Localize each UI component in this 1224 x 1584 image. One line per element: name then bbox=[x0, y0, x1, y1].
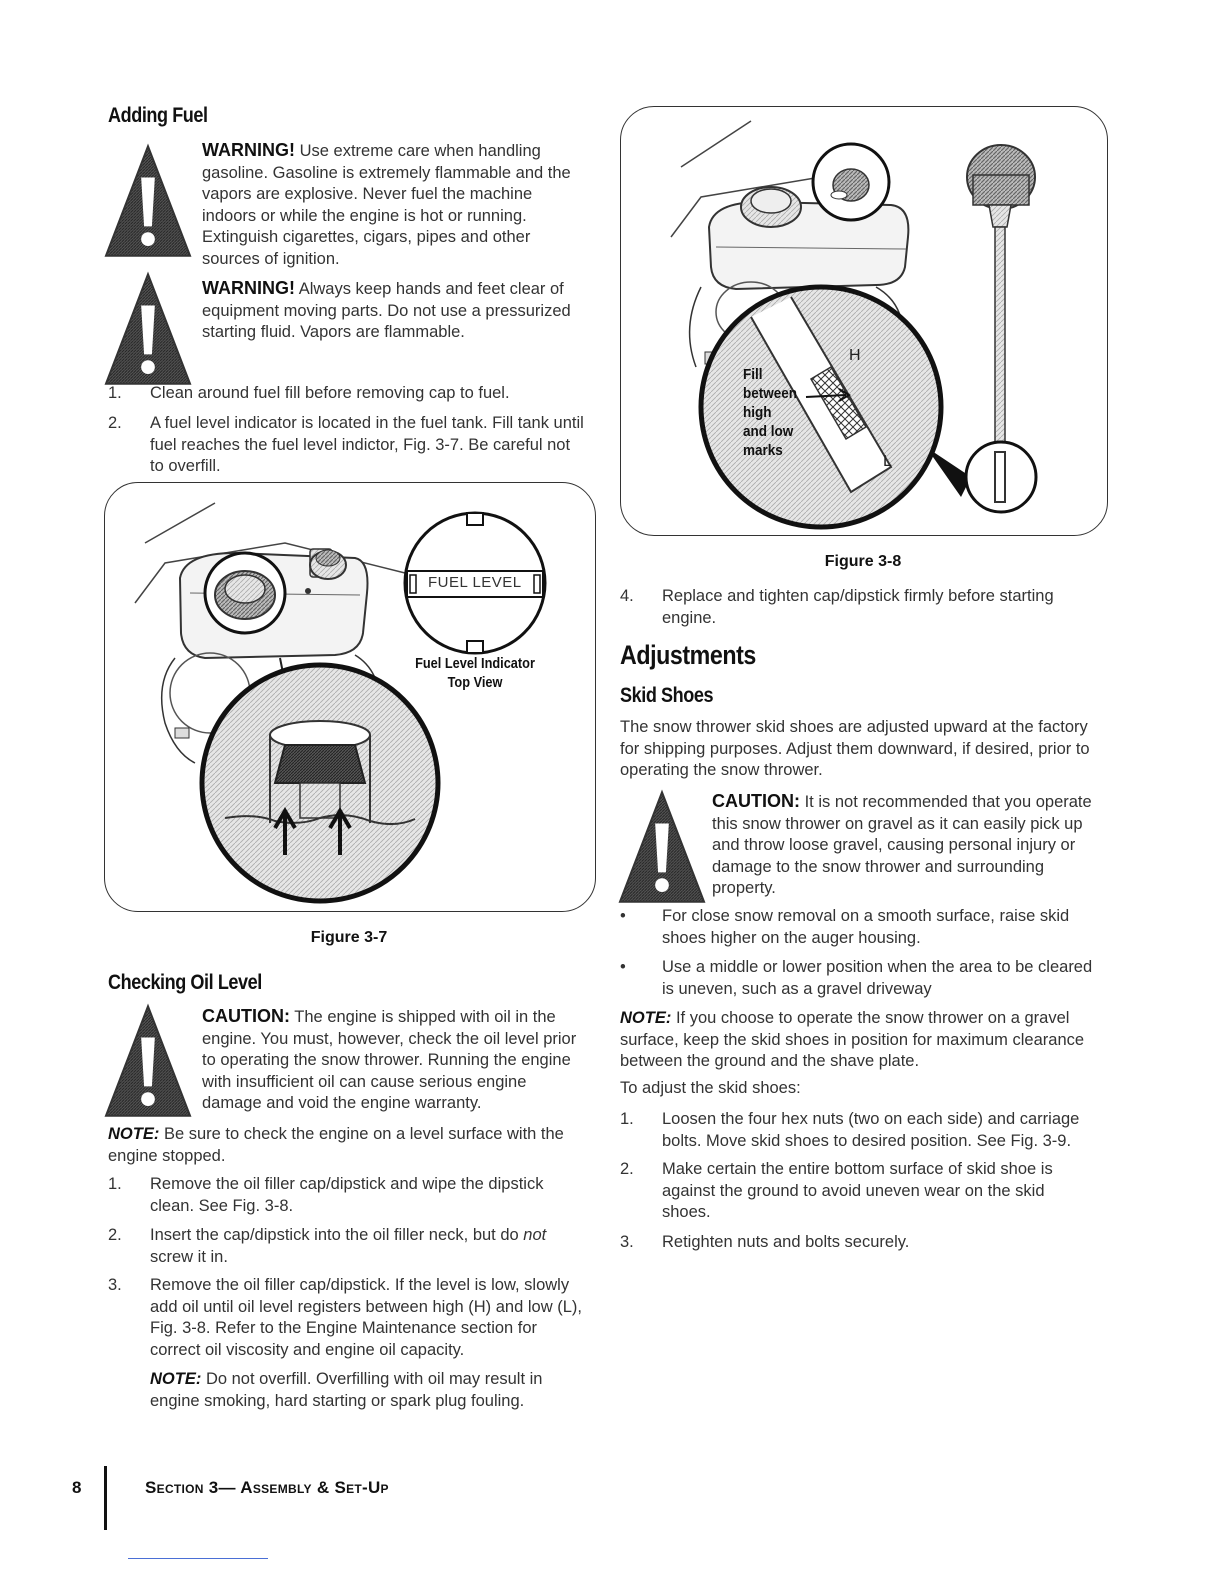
list-item: 2. Insert the cap/dipstick into the oil filler neck, but do not screw it in. bbox=[108, 1226, 547, 1266]
fuel-level-label: FUEL LEVEL bbox=[428, 574, 522, 591]
skid-shoes-intro: The snow thrower skid shoes are adjusted upward at the factory for shipping purposes. Adjust them downward, if desired, prior to operating the snow thrower. bbox=[620, 718, 1090, 779]
adding-fuel-heading: Adding Fuel bbox=[108, 104, 208, 127]
warning-label: WARNING! bbox=[202, 278, 295, 298]
warning-moving-parts bbox=[202, 278, 587, 344]
list-item: • Use a middle or lower position when the area to be cleared is uneven, such as a gravel driveway bbox=[620, 958, 1093, 998]
warning-triangle-icon bbox=[104, 142, 192, 260]
list-item: 4. Replace and tighten cap/dipstick firmly before starting engine. bbox=[620, 587, 1054, 627]
low-mark-label: L bbox=[883, 453, 892, 470]
list-item: • For close snow removal on a smooth surface, raise skid shoes higher on the auger housing. bbox=[620, 907, 1070, 947]
list-item: 1. Loosen the four hex nuts (two on each side) and carriage bolts. Move skid shoes to desired position. See Fig. 3-9. bbox=[620, 1110, 1080, 1150]
warning-text: Always keep hands and feet clear of equipment moving parts. Do not use a pressurized starting fluid. Vapors are flammable. bbox=[202, 280, 571, 341]
section-title: Section 3— Assembly & Set-Up bbox=[145, 1478, 389, 1497]
caution-text: The engine is shipped with oil in the engine. You must, however, check the oil level prior to operating the snow thrower. Running the engine with insufficient oil can cause serious engine damage and void the engine warranty. bbox=[202, 1008, 577, 1112]
footer-divider bbox=[104, 1466, 107, 1530]
caution-triangle-icon bbox=[104, 1002, 192, 1120]
figure-3-8 bbox=[620, 106, 1108, 536]
fuel-level-indicator-label: Fuel Level Indicator Top View bbox=[415, 656, 535, 691]
warning-adding-fuel bbox=[202, 140, 582, 270]
list-item: 1. Clean around fuel fill before removing cap to fuel. bbox=[108, 384, 510, 402]
caution-triangle-icon bbox=[618, 788, 706, 906]
checking-oil-heading: Checking Oil Level bbox=[108, 971, 262, 994]
warning-text: Use extreme care when handling gasoline. Gasoline is extremely flammable and the vapors are explosive. Never fuel the machine indoors or while the engine is hot or running. Extinguish cigarettes, cigars, pipes and other sources of ignition. bbox=[202, 142, 571, 268]
note-overfill: NOTE: Do not overfill. Overfilling with oil may result in engine smoking, hard starting or spark plug fouling. bbox=[150, 1370, 543, 1410]
footer-rule bbox=[128, 1558, 268, 1559]
list-item: 2. Make certain the entire bottom surface of skid shoe is against the ground to avoid uneven wear on the skid shoes. bbox=[620, 1160, 1053, 1221]
fuel-tank-illustration bbox=[105, 483, 595, 911]
high-mark-label: H bbox=[849, 347, 861, 364]
list-item: 3. Remove the oil filler cap/dipstick. If the level is low, slowly add oil until oil level registers between high (H) and low (L), Fig. 3-8. Refer to the Engine Maintenance section for correct oil viscosity and engine oil capacity. bbox=[108, 1276, 582, 1359]
note-gravel-surface: NOTE: If you choose to operate the snow thrower on a gravel surface, keep the skid shoes in position for maximum clearance between the ground and the shave plate. bbox=[620, 1009, 1085, 1070]
list-item: 3. Retighten nuts and bolts securely. bbox=[620, 1233, 910, 1251]
figure-3-7-caption: Figure 3-7 bbox=[310, 929, 388, 946]
adjustments-heading: Adjustments bbox=[620, 640, 756, 670]
caution-label: CAUTION: bbox=[712, 791, 800, 811]
adjust-skid-intro: To adjust the skid shoes: bbox=[620, 1079, 801, 1097]
note-level-surface: NOTE: Be sure to check the engine on a level surface with the engine stopped. bbox=[108, 1125, 564, 1165]
fill-between-marks-label: Fill between high and low marks bbox=[743, 366, 798, 459]
figure-3-7 bbox=[104, 482, 596, 912]
figure-3-8-caption: Figure 3-8 bbox=[824, 553, 902, 570]
list-item: 2. A fuel level indicator is located in the fuel tank. Fill tank until fuel reaches the fuel level indictor, Fig. 3-7. Be careful not to overfill. bbox=[108, 414, 584, 475]
page-number: 8 bbox=[72, 1478, 82, 1497]
warning-triangle-icon bbox=[104, 270, 192, 388]
oil-dipstick-illustration bbox=[621, 107, 1107, 535]
caution-gravel bbox=[712, 791, 1107, 900]
caution-oil bbox=[202, 1006, 590, 1115]
warning-label: WARNING! bbox=[202, 140, 295, 160]
caution-label: CAUTION: bbox=[202, 1006, 290, 1026]
list-item: 1. Remove the oil filler cap/dipstick and wipe the dipstick clean. See Fig. 3-8. bbox=[108, 1175, 544, 1215]
skid-shoes-heading: Skid Shoes bbox=[620, 684, 714, 707]
caution-text: It is not recommended that you operate this snow thrower on gravel as it can easily pick up and throw loose gravel, causing personal injury or damage to the snow thrower and surrounding property. bbox=[712, 793, 1092, 897]
